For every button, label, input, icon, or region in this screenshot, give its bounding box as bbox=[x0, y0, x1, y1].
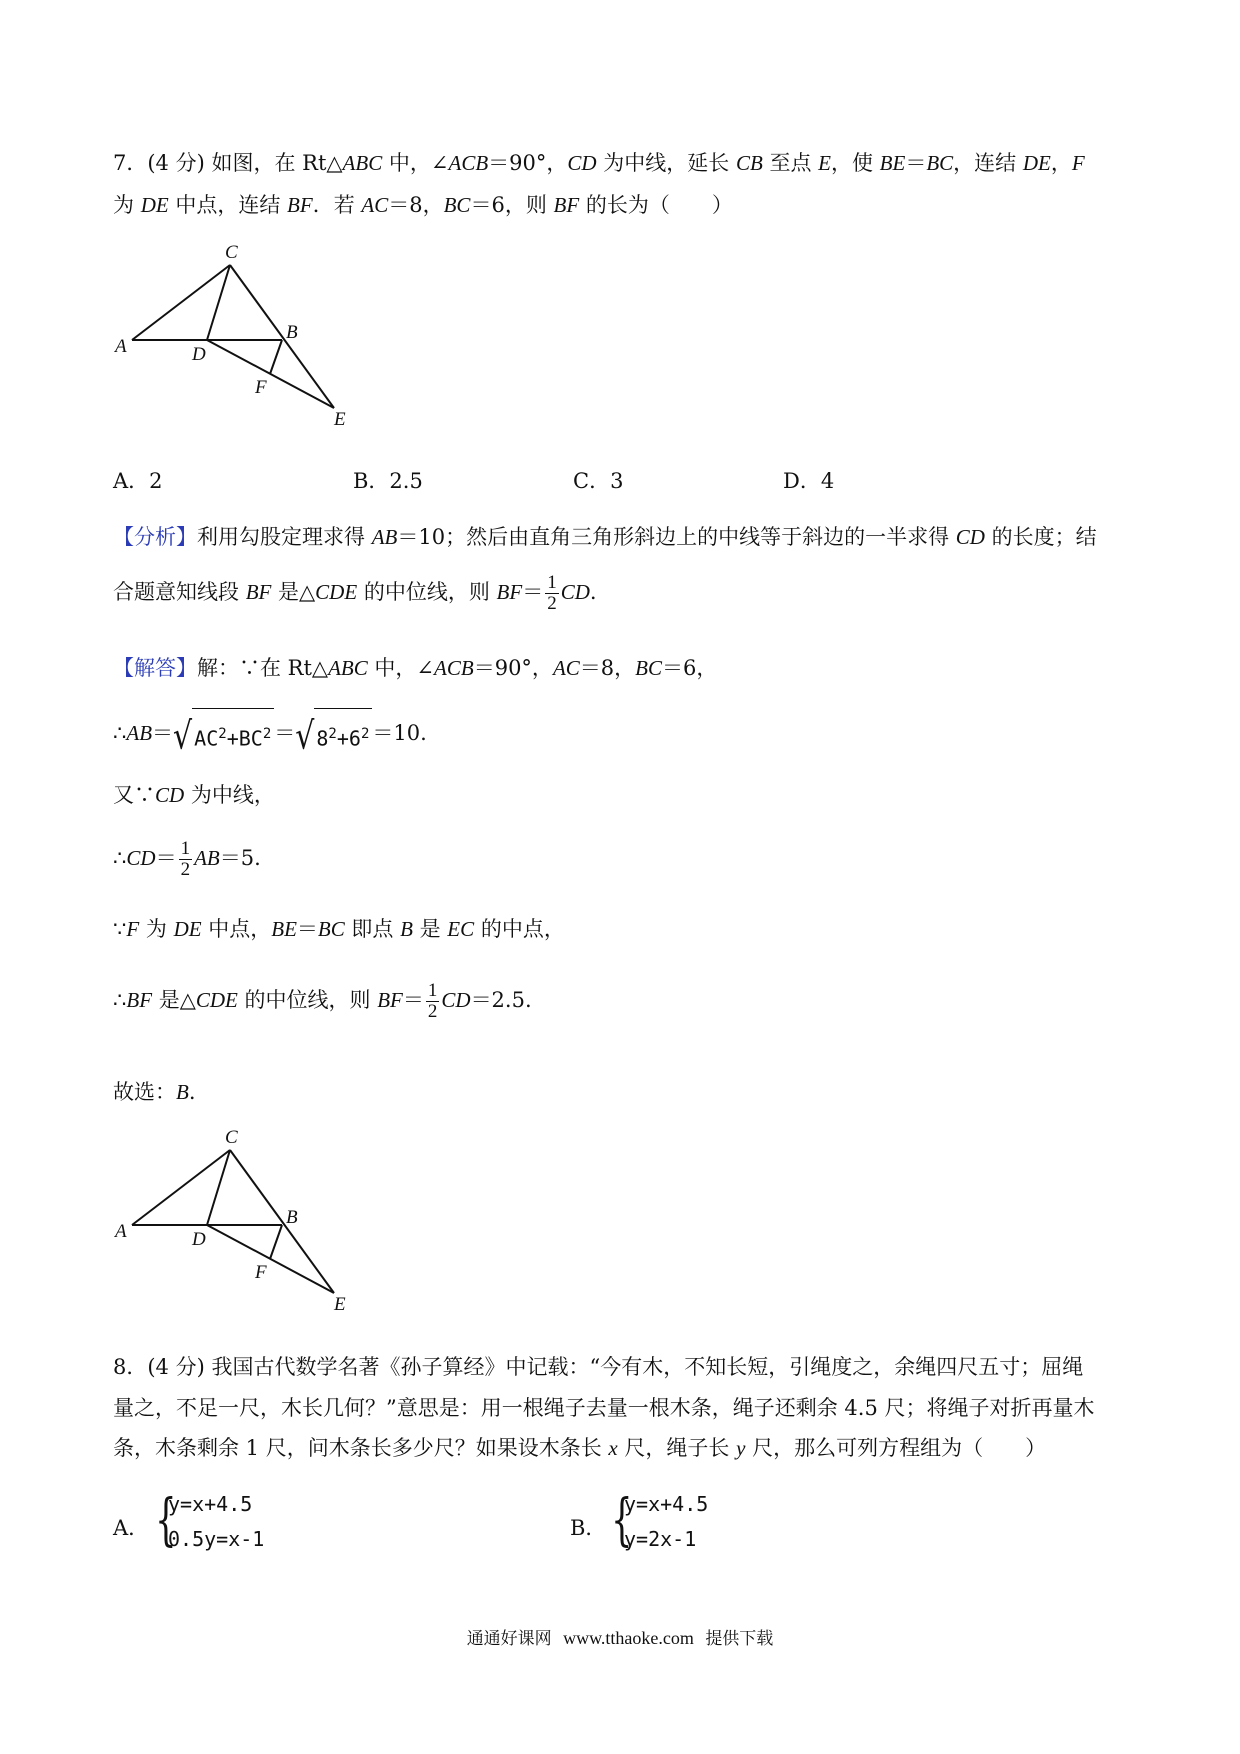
text: ∴ bbox=[113, 846, 127, 870]
text: 2 bbox=[360, 726, 370, 742]
q7-line-2 bbox=[113, 190, 733, 220]
text: 2 bbox=[262, 726, 272, 742]
text: 的中位线，则 bbox=[237, 988, 378, 1012]
label-a: A bbox=[115, 336, 127, 357]
q7-option-a: A．2 bbox=[113, 469, 163, 493]
fraction-numerator: 1 bbox=[427, 980, 438, 1001]
q8-option-b-label: B． bbox=[570, 1516, 607, 1540]
text: 尺，那么可列方程组为（ ） bbox=[745, 1436, 1047, 1460]
text: CB bbox=[735, 151, 763, 175]
text: BF bbox=[245, 580, 272, 604]
text: BF bbox=[553, 193, 580, 217]
text: 的长度；结 bbox=[984, 525, 1097, 549]
text: F bbox=[1071, 151, 1085, 175]
segment-ce bbox=[230, 1150, 334, 1293]
fraction-numerator: 1 bbox=[547, 572, 557, 593]
label-c: C bbox=[225, 1130, 238, 1148]
text: 故选： bbox=[113, 1080, 176, 1104]
answer-tag: 【解答】 bbox=[113, 656, 197, 680]
answer-line-3 bbox=[113, 780, 275, 810]
text: 为 bbox=[139, 917, 174, 941]
equation-row-1: y=x+4.5 bbox=[168, 1492, 253, 1516]
answer-line-7 bbox=[113, 1077, 196, 1107]
text: 8 bbox=[316, 726, 329, 751]
text: ，使 bbox=[830, 151, 880, 175]
q7-option-b: B．2.5 bbox=[353, 469, 423, 493]
geometry-figure-1 bbox=[112, 245, 357, 430]
text: AC bbox=[552, 656, 580, 680]
text: . bbox=[188, 1080, 196, 1104]
text: x bbox=[608, 1436, 618, 1460]
label-c: C bbox=[225, 245, 238, 263]
q8-option-a-system bbox=[148, 1488, 308, 1562]
text: B bbox=[176, 1080, 189, 1104]
text: 合题意知线段 bbox=[113, 580, 246, 604]
text: ＝ bbox=[296, 917, 318, 941]
segment-bf bbox=[270, 1225, 282, 1259]
text: ， bbox=[1050, 151, 1072, 175]
text: CD bbox=[560, 580, 590, 604]
text: BF bbox=[377, 988, 403, 1012]
text: BC bbox=[317, 917, 345, 941]
text: 解：∵在 Rt△ bbox=[197, 656, 329, 680]
segment-bf bbox=[270, 340, 282, 374]
fraction-denominator: 2 bbox=[427, 1001, 438, 1022]
label-e: E bbox=[334, 1294, 346, 1315]
fraction-denominator: 2 bbox=[180, 859, 191, 880]
text: ＝ bbox=[274, 720, 296, 745]
text: CD bbox=[126, 846, 156, 870]
text: AB bbox=[371, 525, 398, 549]
text: ＝ bbox=[155, 846, 177, 870]
text: ，连结 bbox=[953, 151, 1023, 175]
text: ABC bbox=[328, 656, 368, 680]
text: 7．(4 分) 如图，在 Rt△ bbox=[113, 151, 343, 175]
text: 利用勾股定理求得 bbox=[197, 525, 372, 549]
text: ＝ bbox=[152, 720, 174, 745]
answer-line-6 bbox=[113, 976, 532, 1024]
text: ＝2.5. bbox=[470, 988, 532, 1012]
text: 是△ bbox=[271, 580, 316, 604]
fraction-half bbox=[545, 573, 559, 614]
fraction-denominator: 2 bbox=[547, 593, 557, 614]
q8-line-2: 量之，不足一尺，木长几何？”意思是：用一根绳子去量一根木条，绳子还剩余 4.5 尺；将绳子对折再量木 bbox=[113, 1396, 1095, 1420]
segment-ac bbox=[132, 1150, 230, 1225]
fraction-half bbox=[179, 839, 193, 880]
text: CD bbox=[441, 988, 471, 1012]
text: ＝90°， bbox=[473, 656, 553, 680]
text: 是△ bbox=[152, 988, 196, 1012]
page-footer bbox=[0, 1624, 1240, 1649]
text: +BC bbox=[226, 726, 263, 751]
text: CDE bbox=[195, 988, 238, 1012]
text: ＝8， bbox=[388, 193, 444, 217]
text: ∵ bbox=[113, 917, 127, 941]
q8-option-a-label: A． bbox=[113, 1516, 150, 1540]
text: 条，木条剩余 1 尺，问木条长多少尺？如果设木条长 bbox=[113, 1436, 609, 1460]
text: 的中位线，则 bbox=[357, 580, 497, 604]
text: DE bbox=[173, 917, 202, 941]
segment-cd bbox=[207, 1150, 230, 1225]
label-a: A bbox=[115, 1221, 127, 1242]
text: 为 bbox=[113, 193, 141, 217]
segment-cd bbox=[207, 265, 230, 340]
text: ＝ bbox=[905, 151, 927, 175]
segment-ce bbox=[230, 265, 334, 408]
text: ＝8， bbox=[579, 656, 636, 680]
text: 尺，绳子长 bbox=[617, 1436, 737, 1460]
text: 中点，连结 bbox=[168, 193, 288, 217]
q8-line-1: 8．(4 分) 我国古代数学名著《孙子算经》中记载：“今有木，不知长短，引绳度之，余绳四尺五寸；屈绳 bbox=[113, 1355, 1084, 1379]
text: 中，∠ bbox=[367, 656, 435, 680]
analysis-tag: 【分析】 bbox=[113, 525, 197, 549]
text: DE bbox=[1022, 151, 1051, 175]
text: AB bbox=[126, 720, 153, 745]
text: BC bbox=[926, 151, 954, 175]
answer-line-5 bbox=[113, 914, 565, 944]
text: CD bbox=[155, 783, 185, 807]
sqrt-expression-2: √ $8^2+6^2$ bbox=[295, 708, 372, 761]
segment-ac bbox=[132, 265, 230, 340]
text: BC bbox=[443, 193, 471, 217]
text: ＝6， bbox=[662, 656, 718, 680]
text: F bbox=[126, 917, 140, 941]
text: 2 bbox=[218, 726, 227, 742]
text: AC bbox=[361, 193, 389, 217]
text: ∴ bbox=[113, 988, 127, 1012]
text: 的中点， bbox=[474, 917, 565, 941]
text: ＝ bbox=[402, 988, 424, 1012]
text: 的长为（ ） bbox=[579, 193, 733, 217]
text: EC bbox=[447, 917, 475, 941]
answer-line-2 bbox=[113, 708, 427, 761]
label-b: B bbox=[286, 322, 298, 343]
analysis-line-2 bbox=[113, 568, 597, 616]
text: ．若 bbox=[312, 193, 362, 217]
left-brace-icon: { bbox=[611, 1488, 633, 1553]
text: . bbox=[589, 580, 597, 604]
text: ＝5. bbox=[219, 846, 261, 870]
text: BF bbox=[287, 193, 313, 217]
text: 至点 bbox=[762, 151, 819, 175]
analysis-line-1 bbox=[113, 522, 1097, 552]
label-b: B bbox=[286, 1207, 298, 1228]
geometry-figure-2 bbox=[112, 1130, 357, 1315]
text: CD bbox=[955, 525, 985, 549]
q8-line-3 bbox=[113, 1433, 1046, 1463]
text: BF bbox=[496, 580, 523, 604]
text: ＝6，则 bbox=[470, 193, 554, 217]
text: AB bbox=[194, 846, 220, 870]
sqrt-expression-1: √ $AC^2+BC^2$ bbox=[173, 708, 274, 761]
text: CDE bbox=[315, 580, 358, 604]
text: 为中线， bbox=[184, 783, 275, 807]
text: ∴ bbox=[113, 720, 127, 745]
text: 又∵ bbox=[113, 783, 155, 807]
text: 是 bbox=[412, 917, 448, 941]
fraction-half bbox=[426, 981, 440, 1022]
fraction-numerator: 1 bbox=[180, 838, 191, 859]
text: 中，∠ bbox=[382, 151, 449, 175]
text: B bbox=[400, 917, 413, 941]
footer-url[interactable]: www.tthaoke.com bbox=[563, 1628, 694, 1648]
text: 中点， bbox=[201, 917, 272, 941]
text: ACB bbox=[448, 151, 489, 175]
text: 2 bbox=[328, 726, 337, 742]
text: ＝10；然后由直角三角形斜边上的中线等于斜边的一半求得 bbox=[397, 525, 956, 549]
footer-note: 提供下载 bbox=[705, 1629, 774, 1649]
label-d: D bbox=[192, 344, 206, 365]
equation-row-2: y=2x-1 bbox=[624, 1527, 697, 1551]
q7-option-c: C．3 bbox=[573, 469, 624, 493]
text: ACB bbox=[434, 656, 474, 680]
text: +6 bbox=[336, 726, 361, 751]
equation-row-2: 0.5y=x-1 bbox=[168, 1527, 265, 1551]
text: y bbox=[736, 1436, 746, 1460]
text: ＝90°， bbox=[488, 151, 568, 175]
equation-row-1: y=x+4.5 bbox=[624, 1492, 709, 1516]
label-d: D bbox=[192, 1229, 206, 1250]
text: BC bbox=[635, 656, 662, 680]
text: BF bbox=[126, 988, 153, 1012]
answer-line-1 bbox=[113, 653, 717, 683]
label-e: E bbox=[334, 409, 346, 430]
text: CD bbox=[567, 151, 597, 175]
q7-line-1 bbox=[113, 148, 1085, 178]
text: 为中线，延长 bbox=[596, 151, 736, 175]
text: ABC bbox=[342, 151, 383, 175]
text: BE bbox=[271, 917, 297, 941]
text: AC bbox=[194, 726, 219, 751]
label-f: F bbox=[255, 1262, 267, 1283]
text: E bbox=[818, 151, 831, 175]
text: 即点 bbox=[344, 917, 401, 941]
answer-line-4 bbox=[113, 834, 261, 882]
q8-option-b-system bbox=[604, 1488, 764, 1562]
footer-site-name: 通通好课网 bbox=[466, 1629, 552, 1649]
left-brace-icon: { bbox=[155, 1488, 177, 1553]
text: ＝ bbox=[522, 580, 544, 604]
q7-option-d: D．4 bbox=[783, 469, 835, 493]
text: DE bbox=[140, 193, 169, 217]
text: BE bbox=[879, 151, 906, 175]
text: ＝10. bbox=[372, 720, 427, 745]
label-f: F bbox=[255, 377, 267, 398]
